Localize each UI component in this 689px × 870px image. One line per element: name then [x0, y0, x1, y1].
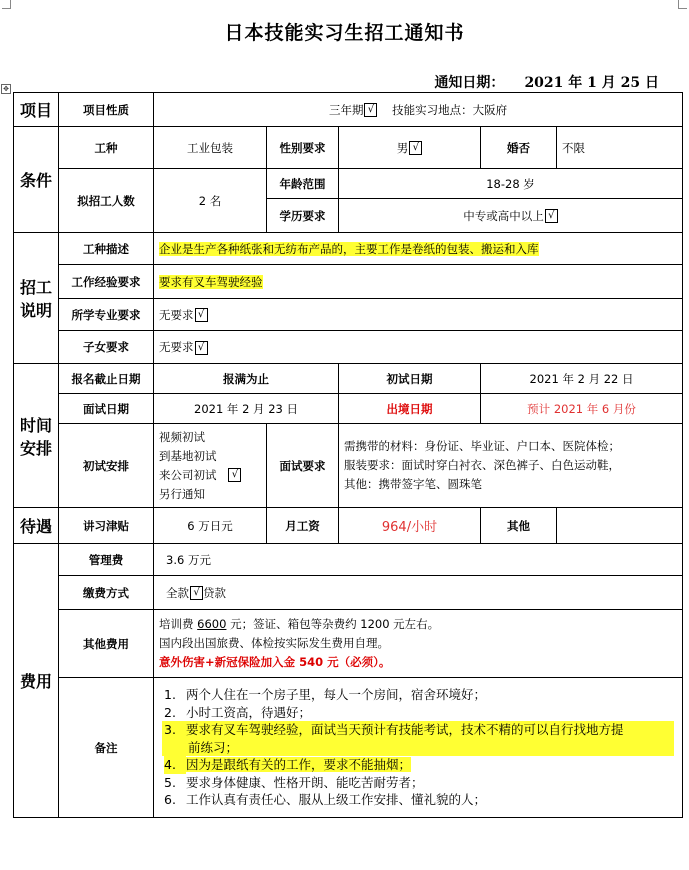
arrange-option-notify: 另行通知 — [159, 486, 205, 501]
arrange-option-video: 视频初试 — [159, 429, 205, 444]
notice-date-value: 2021 年 1 月 25 日 — [524, 75, 659, 91]
term-check-icon: √ — [364, 103, 377, 117]
job-desc-text: 企业是生产各种纸张和无纺布产品的，主要工作是卷纸的包装、搬运和入库 — [159, 241, 539, 256]
arrange-label: 初试安排 — [59, 424, 154, 508]
mgmt-fee-value: 3.6 万元 — [154, 544, 683, 576]
training-fee-suffix: 元；签证、箱包等杂费约 1200 元左右。 — [226, 617, 440, 631]
children-label: 子女要求 — [59, 331, 154, 364]
interview-date-value: 2021 年 2 月 23 日 — [154, 394, 339, 424]
allowance-value: 6 万日元 — [154, 508, 267, 544]
note-text-cont: 前练习； — [188, 739, 239, 755]
req-dress: 服装要求：面试时穿白衬衣、深色裤子、白色运动鞋， — [344, 458, 620, 472]
children-value — [154, 331, 683, 364]
arrange-check-icon: √ — [228, 468, 241, 482]
payment-check-icon: √ — [190, 586, 203, 600]
note-num: 5. — [164, 774, 176, 790]
experience-label: 工作经验要求 — [59, 265, 154, 299]
training-fee-line — [159, 615, 677, 634]
section-treatment: 待遇 — [14, 508, 59, 544]
note-text: 两个人住在一个房子里，每人一个房间，宿舍环境好； — [186, 687, 487, 703]
children-check-icon: √ — [195, 341, 208, 355]
note-num: 2. — [164, 704, 176, 720]
project-term: 三年期 — [328, 102, 364, 117]
deadline-label: 报名截止日期 — [59, 364, 154, 394]
note-item-4 — [162, 756, 674, 774]
table-move-handle-icon[interactable]: ✥ — [1, 84, 11, 94]
other-treatment-value — [557, 508, 683, 544]
exit-date-value: 预计 2021 年 6 月份 — [481, 394, 683, 424]
education-label: 学历要求 — [267, 199, 339, 233]
arrange-option-company — [159, 466, 261, 485]
gender-value — [339, 127, 481, 169]
section-schedule: 时间 安排 — [14, 364, 59, 508]
notice-date-label: 通知日期： — [434, 75, 505, 91]
other-fees-value — [154, 610, 683, 678]
recruitment-form-table — [13, 92, 683, 818]
gender-label: 性别要求 — [267, 127, 339, 169]
arrange-options — [154, 424, 267, 508]
document-title: 日本技能实习生招工通知书 — [224, 22, 465, 44]
arrange-option-base: 到基地初试 — [159, 448, 217, 463]
training-fee-prefix: 培训费 — [159, 617, 198, 631]
interview-req-value — [339, 424, 683, 508]
note-text: 小时工资高，待遇好； — [186, 704, 312, 720]
marriage-value: 不限 — [557, 127, 683, 169]
other-treatment-label: 其他 — [481, 508, 557, 544]
education-value — [339, 199, 683, 233]
domestic-fee-line: 国内段出国旅费、体检按实际发生费用自理。 — [159, 636, 389, 650]
interview-req-label: 面试要求 — [267, 424, 339, 508]
note-num: 6. — [164, 792, 176, 808]
gender-text: 男 — [396, 140, 409, 155]
notice-date — [434, 72, 659, 92]
section-fees: 费用 — [14, 544, 59, 818]
note-item-2 — [162, 704, 674, 722]
deadline-value: 报满为止 — [154, 364, 339, 394]
req-materials: 需携带的材料：身份证、毕业证、户口本、医院体检； — [344, 439, 620, 453]
note-item-6 — [162, 791, 674, 809]
notes-list — [154, 678, 683, 818]
payment-method-label: 缴费方式 — [59, 576, 154, 610]
age-value: 18-28 岁 — [339, 169, 683, 199]
major-text: 无要求 — [159, 307, 194, 322]
notes-label: 备注 — [59, 678, 154, 818]
gender-check-icon: √ — [409, 141, 422, 155]
education-text: 中专或高中以上 — [463, 208, 544, 223]
experience-value — [154, 265, 683, 299]
wage-label: 月工资 — [267, 508, 339, 544]
age-label: 年龄范围 — [267, 169, 339, 199]
note-num: 1. — [164, 687, 176, 703]
project-location: 技能实习地点：大阪府 — [392, 102, 508, 117]
education-check-icon: √ — [545, 209, 558, 223]
note-text: 工作认真有责任心、服从上级工作安排、懂礼貌的人； — [186, 792, 487, 808]
note-num: 4. — [164, 756, 186, 774]
headcount-value: 2 名 — [154, 169, 267, 233]
payment-loan: 贷款 — [203, 585, 226, 600]
project-nature-label: 项目性质 — [59, 93, 154, 127]
note-item-1 — [162, 686, 674, 704]
major-check-icon: √ — [195, 308, 208, 322]
allowance-label: 讲习津贴 — [59, 508, 154, 544]
exit-date-label: 出境日期 — [339, 394, 481, 424]
training-fee-amount: 6600 — [197, 617, 227, 631]
note-text: 要求有叉车驾驶经验，面试当天预计有技能考试，技术不精的可以自行找地方提 — [186, 722, 624, 738]
job-desc-label: 工种描述 — [59, 233, 154, 265]
mgmt-fee-label: 管理费 — [59, 544, 154, 576]
page-corner-mark-right — [678, 0, 687, 9]
section-conditions: 条件 — [14, 127, 59, 233]
major-value — [154, 299, 683, 331]
wage-value: 964/小时 — [339, 508, 481, 544]
insurance-line: 意外伤害+新冠保险加入金 540 元（必须）。 — [159, 655, 391, 669]
req-other: 其他：携带签字笔、圆珠笔 — [344, 477, 482, 491]
page-corner-mark-left — [2, 0, 11, 9]
job-type-label: 工种 — [59, 127, 154, 169]
section-recruit: 招工 说明 — [14, 233, 59, 364]
section-project: 项目 — [14, 93, 59, 127]
note-text: 因为是跟纸有关的工作，要求不能抽烟； — [186, 757, 412, 773]
marriage-label: 婚否 — [481, 127, 557, 169]
arrange-option-company-text: 来公司初试 — [159, 467, 217, 482]
first-date-label: 初试日期 — [339, 364, 481, 394]
payment-full: 全款 — [166, 585, 189, 600]
job-desc-value — [154, 233, 683, 265]
interview-date-label: 面试日期 — [59, 394, 154, 424]
note-item-3 — [162, 721, 674, 756]
payment-method-value — [154, 576, 683, 610]
note-text: 要求身体健康、性格开朗、能吃苦耐劳者； — [186, 774, 424, 790]
job-type-value: 工业包装 — [154, 127, 267, 169]
project-nature-value — [154, 93, 683, 127]
note-item-5 — [162, 774, 674, 792]
other-fees-label: 其他费用 — [59, 610, 154, 678]
note-num: 3. — [164, 722, 176, 738]
experience-text: 要求有叉车驾驶经验 — [159, 274, 263, 289]
headcount-label: 拟招工人数 — [59, 169, 154, 233]
first-date-value: 2021 年 2 月 22 日 — [481, 364, 683, 394]
children-text: 无要求 — [159, 340, 194, 354]
major-label: 所学专业要求 — [59, 299, 154, 331]
